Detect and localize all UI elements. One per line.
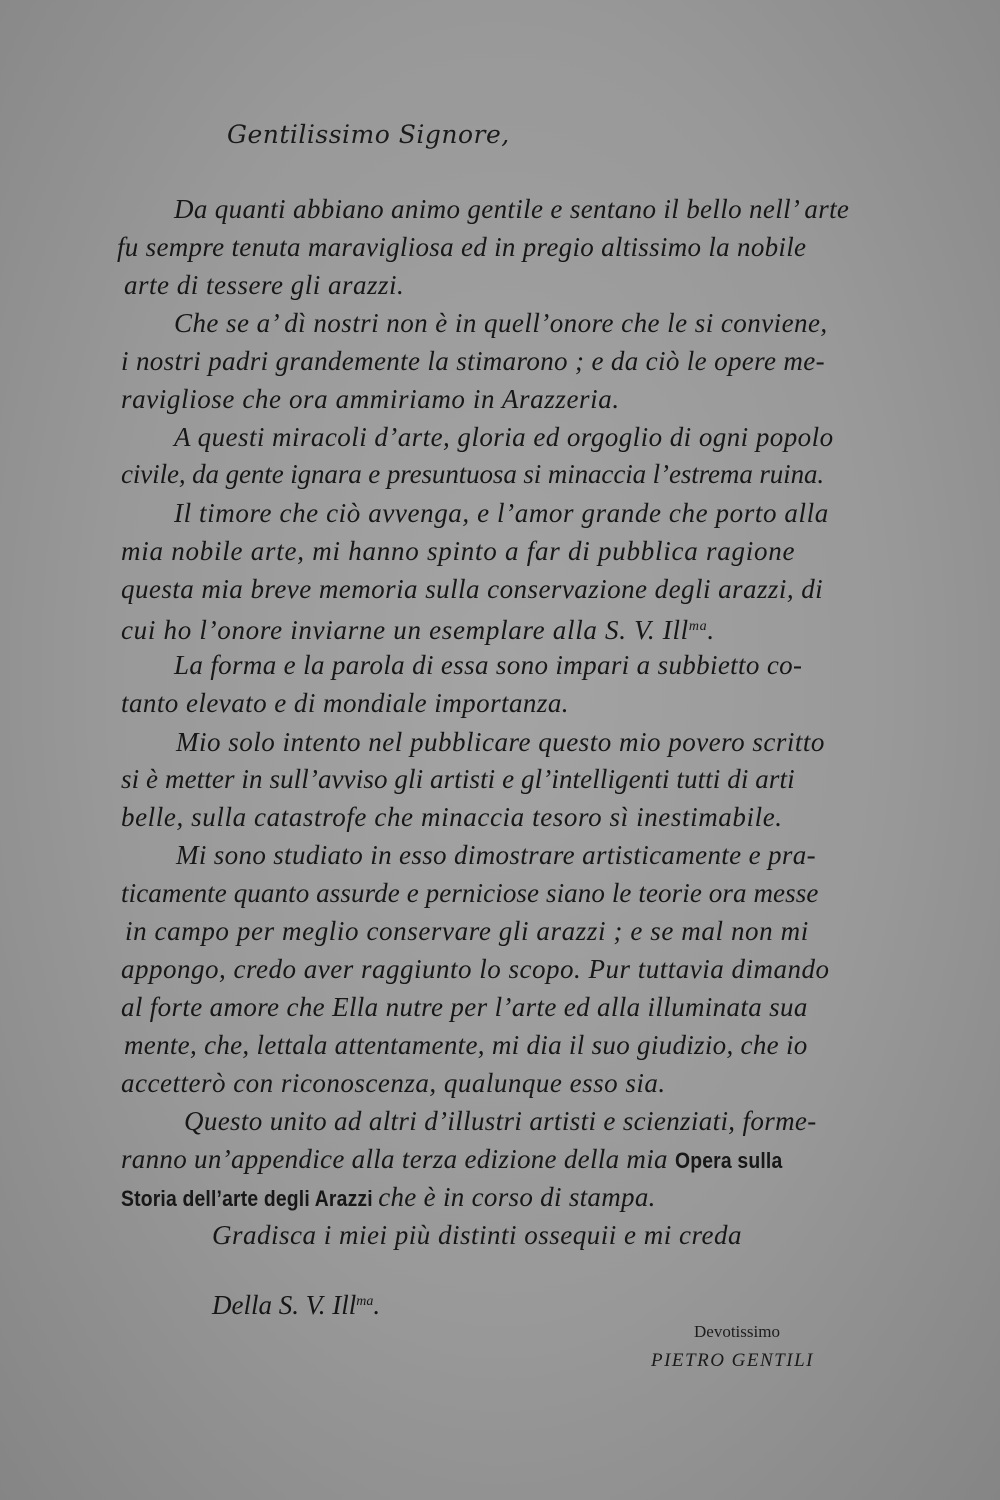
- text-line: Mio solo intento nel pubblicare questo mio povero scritto: [176, 727, 825, 757]
- text-line: fu sempre tenuta maravigliosa ed in pregio altissimo la nobile: [117, 232, 807, 262]
- text-line: Il timore che ciò avvenga, e l’amor grande che porto alla: [174, 498, 829, 528]
- text-line: La forma e la parola di essa sono impari a subbietto co-: [174, 650, 803, 680]
- text-line: Che se a’ dì nostri non è in quell’onore che le si conviene,: [174, 308, 828, 338]
- text-segment: ranno un’appendice alla terza edizione della mia: [121, 1144, 675, 1174]
- text-line: appongo, credo aver raggiunto lo scopo. Pur tuttavia dimando: [121, 954, 830, 984]
- book-title-bold: Storia dell’arte degli Arazzi: [121, 1186, 373, 1211]
- text-line: [0, 1144, 1000, 1176]
- text-line: al forte amore che Ella nutre per l’arte ed alla illuminata sua: [121, 992, 808, 1022]
- text-line: i nostri padri grandemente la stimarono ; e da ciò le opere me-: [121, 346, 825, 376]
- text-segment: che è in corso di stampa.: [371, 1182, 656, 1212]
- text-line: [0, 1182, 1000, 1214]
- text-line: Questo unito ad altri d’illustri artisti e scienziati, forme-: [184, 1106, 817, 1136]
- text-segment: Della S. V. Ill: [212, 1290, 357, 1320]
- text-line: Da quanti abbiano animo gentile e sentano il bello nell’ arte: [174, 194, 850, 224]
- text-line: accetterò con riconoscenza, qualunque esso sia.: [121, 1068, 666, 1098]
- text-line: questa mia breve memoria sulla conservazione degli arazzi, di: [121, 574, 824, 604]
- valediction: Devotissimo: [694, 1322, 780, 1341]
- text-line: mia nobile arte, mi hanno spinto a far di pubblica ragione: [121, 536, 796, 566]
- text-line: Gradisca i miei più distinti ossequii e mi creda: [212, 1220, 742, 1250]
- text-line: ticamente quanto assurde e perniciose siano le teorie ora messe: [121, 878, 819, 908]
- signature-name: PIETRO GENTILI: [651, 1350, 814, 1371]
- closing-line: [212, 1290, 380, 1321]
- text-line: Mi sono studiato in esso dimostrare artisticamente e pra-: [176, 840, 816, 870]
- letter-greeting: Gentilissimo Signore,: [227, 120, 510, 149]
- text-line: belle, sulla catastrofe che minaccia tesoro sì inestimabile.: [121, 802, 783, 832]
- text-line: [0, 612, 1000, 645]
- text-segment: .: [373, 1290, 381, 1320]
- text-line: civile, da gente ignara e presuntuosa si minaccia l’estrema ruina.: [121, 459, 825, 489]
- text-line: A questi miracoli d’arte, gloria ed orgoglio di ogni popolo: [174, 422, 834, 452]
- text-line: in campo per meglio conservare gli arazzi ; e se mal non mi: [125, 916, 809, 946]
- superscript: ma: [356, 1294, 374, 1309]
- text-line: mente, che, lettala attentamente, mi dia il suo giudizio, che io: [124, 1030, 808, 1060]
- text-line: si è metter in sull’avviso gli artisti e gl’intelligenti tutti di arti: [121, 764, 795, 794]
- text-line: ravigliose che ora ammiriamo in Arazzeria.: [121, 384, 620, 414]
- superscript: ma: [688, 619, 708, 634]
- text-line: arte di tessere gli arazzi.: [124, 270, 405, 300]
- text-segment: .: [707, 615, 715, 645]
- book-title-bold: Opera sulla: [674, 1148, 783, 1173]
- text-segment: cui ho l’onore inviarne un esemplare alla S. V. Ill: [121, 615, 689, 645]
- text-line: tanto elevato e di mondiale importanza.: [121, 688, 569, 718]
